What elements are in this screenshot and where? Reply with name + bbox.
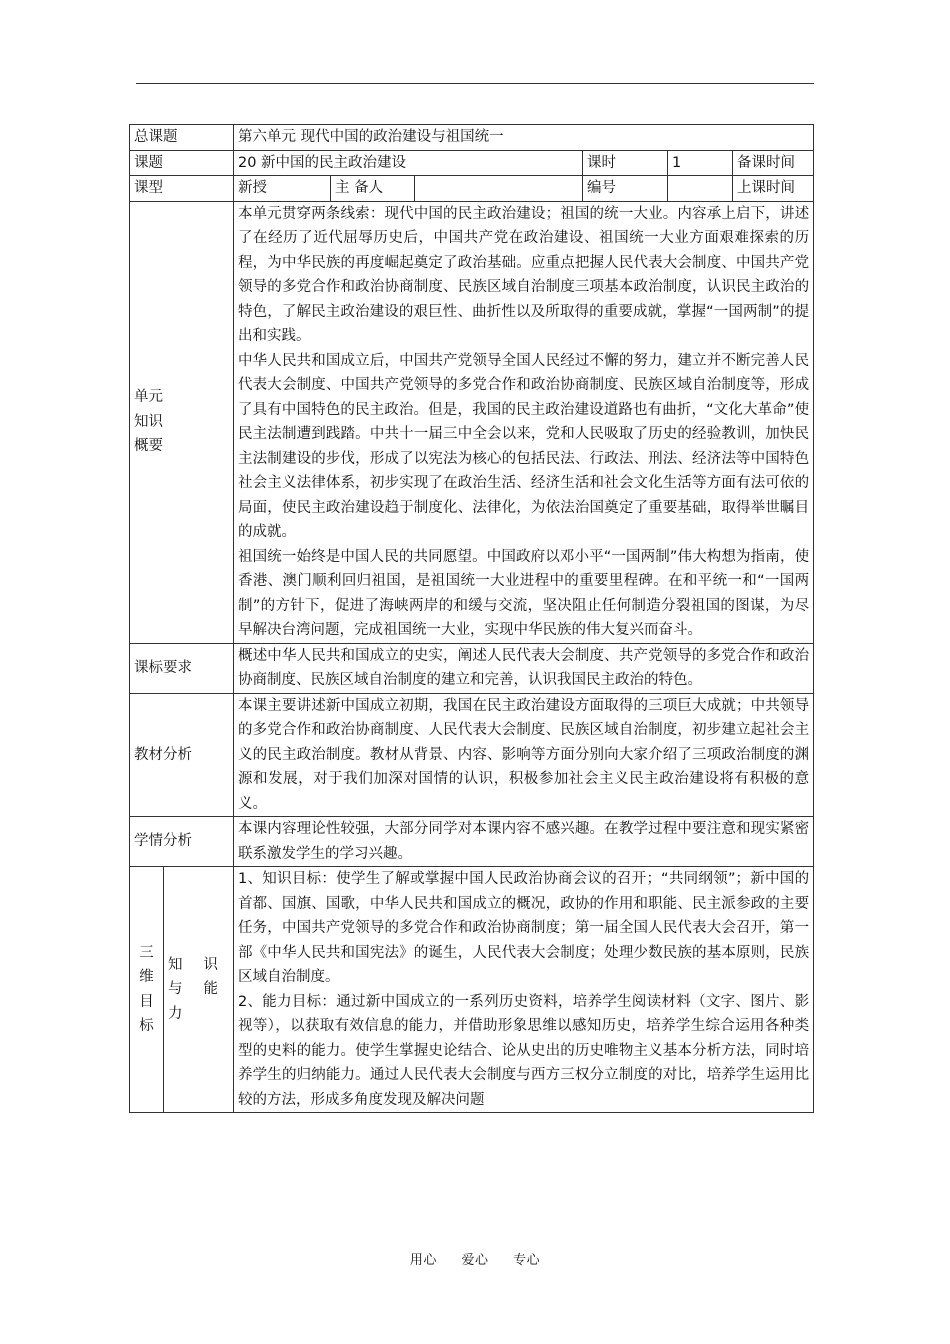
ka-char: 能 [203, 981, 218, 998]
ka-label-row [168, 953, 218, 978]
goals-label [130, 867, 164, 1113]
overview-paragraph: 祖国统一始终是中国人民的共同愿望。中国政府以邓小平“一国两制”伟大构想为指南，使香港、澳门顺利回归祖国，是祖国统一大业进程中的重要里程碑。在和平统一和“一国两制”的方针下，促进了海峡两岸的和缓与交流，坚决阻止任何制造分裂祖国的图谋，为尽早解决台湾问题，完成祖国统一大业，实现中华民族的伟大复兴而奋斗。 [238, 548, 810, 638]
goals-label-char: 标 [139, 1018, 154, 1034]
ka-char: 识 [203, 956, 218, 973]
ka-char: 与 [168, 981, 183, 998]
students-label: 学情分析 [130, 817, 234, 867]
goals-label-char: 维 [139, 969, 154, 985]
ka-label-row [168, 977, 218, 1002]
header-rule [136, 83, 814, 84]
ka-char: 知 [168, 956, 183, 973]
general-topic-value: 第六单元 现代中国的政治建设与祖国统一 [234, 125, 814, 151]
period-value: 1 [668, 150, 733, 176]
row-standard [130, 643, 814, 693]
row-general-topic [130, 125, 814, 151]
footer-item: 爱心 [461, 1253, 489, 1268]
number-label: 编号 [583, 176, 668, 202]
preparer-label: 主 备人 [331, 176, 415, 202]
overview-label-line: 知识 [134, 413, 163, 430]
row-textbook [130, 693, 814, 817]
standard-label: 课标要求 [130, 643, 234, 693]
topic-label: 课题 [130, 150, 234, 176]
row-overview [130, 201, 814, 643]
number-value [668, 176, 733, 202]
preparer-value [415, 176, 583, 202]
overview-paragraph: 本单元贯穿两条线索：现代中国的民主政治建设；祖国的统一大业。内容承上启下，讲述了在经历了近代屈辱历史后，中国共产党在政治建设、祖国统一大业方面艰难探索的历程，为中华民族的再度崛起奠定了政治基础。应重点把握人民代表大会制度、中国共产党领导的多党合作和政治协商制度、民族区域自治制度三项基本政治制度，认识民主政治的特色，了解民主政治建设的艰巨性、曲折性以及所取得的重要成就，掌握“一国两制”的提出和实践。 [238, 205, 810, 344]
row-students [130, 817, 814, 867]
overview-content [234, 201, 814, 643]
row-type [130, 176, 814, 202]
goals-content [234, 867, 814, 1113]
page-footer [0, 1249, 950, 1268]
students-content: 本课内容理论性较强，大部分同学对本课内容不感兴趣。在教学过程中要注意和现实紧密联系激发学生的学习兴趣。 [234, 817, 814, 867]
lesson-plan-table [129, 124, 814, 1113]
prep-time-label: 备课时间 [733, 150, 814, 176]
overview-paragraph: 中华人民共和国成立后，中国共产党领导全国人民经过不懈的努力，建立并不断完善人民代表大会制度、中国共产党领导的多党合作和政治协商制度、民族区域自治制度等，形成了具有中国特色的民主政治。但是，我国的民主政治建设道路也有曲折，“文化大革命”使民主法制遭到践踏。中共十一届三中全会以来，党和人民吸取了历史的经验教训，加快民主法制建设的步伐，形成了以宪法为核心的包括民法、行政法、刑法、经济法等中国特色社会主义法律体系，初步实现了在政治生活、经济生活和社会文化生活等方面有法可依的局面，使民主政治建设趋于制度化、法律化，为依法治国奠定了重要基础，取得举世瞩目的成就。 [238, 352, 810, 540]
ka-char: 力 [168, 1005, 183, 1022]
topic-value: 20 新中国的民主政治建设 [234, 150, 583, 176]
type-label: 课型 [130, 176, 234, 202]
standard-content: 概述中华人民共和国成立的史实，阐述人民代表大会制度、共产党领导的多党合作和政治协商制度、民族区域自治制度的建立和完善，认识我国民主政治的特色。 [234, 643, 814, 693]
textbook-content: 本课主要讲述新中国成立初期，我国在民主政治建设方面取得的三项巨大成就；中共领导的多党合作和政治协商制度、人民代表大会制度、民族区域自治制度，初步建立起社会主义的民主政治制度。教材从背景、内容、影响等方面分别向大家介绍了三项政治制度的渊源和发展，对于我们加深对国情的认识，积极参加社会主义民主政治建设将有积极的意义。 [234, 693, 814, 817]
textbook-label: 教材分析 [130, 693, 234, 817]
knowledge-ability-label [164, 867, 234, 1113]
goals-paragraph: 1、知识目标：使学生了解或掌握中国人民政治协商会议的召开；“共同纲领”；新中国的首都、国旗、国歌，中华人民共和国成立的概况，政协的作用和职能、民主派参政的主要任务，中国共产党领导的多党合作和政治协商制度；第一届全国人民代表大会召开，第一部《中华人民共和国宪法》的诞生，人民代表大会制度；处理少数民族的基本原则，民族区域自治制度。 [238, 871, 810, 985]
goals-label-char: 三 [139, 944, 154, 961]
period-label: 课时 [583, 150, 668, 176]
row-goals [130, 867, 814, 1113]
class-time-label: 上课时间 [733, 176, 814, 202]
overview-label [130, 201, 234, 643]
goals-label-char: 目 [139, 993, 154, 1010]
goals-paragraph: 2、能力目标：通过新中国成立的一系列历史资料，培养学生阅读材料（文字、图片、影视等），以获取有效信息的能力，并借助形象思维以感知历史，培养学生综合运用各种类型的史料的能力。使学生掌握史论结合、论从史出的历史唯物主义基本分析方法，同时培养学生的归纳能力。通过人民代表大会制度与西方三权分立制度的对比，培养学生运用比较的方法，形成多角度发现及解决问题 [238, 993, 810, 1108]
overview-label-line: 概要 [134, 438, 163, 455]
ka-label-row [168, 1002, 218, 1027]
general-topic-label: 总课题 [130, 125, 234, 151]
row-topic [130, 150, 814, 176]
type-value: 新授 [234, 176, 331, 202]
overview-label-line: 单元 [134, 389, 163, 406]
footer-item: 用心 [409, 1253, 437, 1268]
footer-item: 专心 [513, 1253, 541, 1268]
